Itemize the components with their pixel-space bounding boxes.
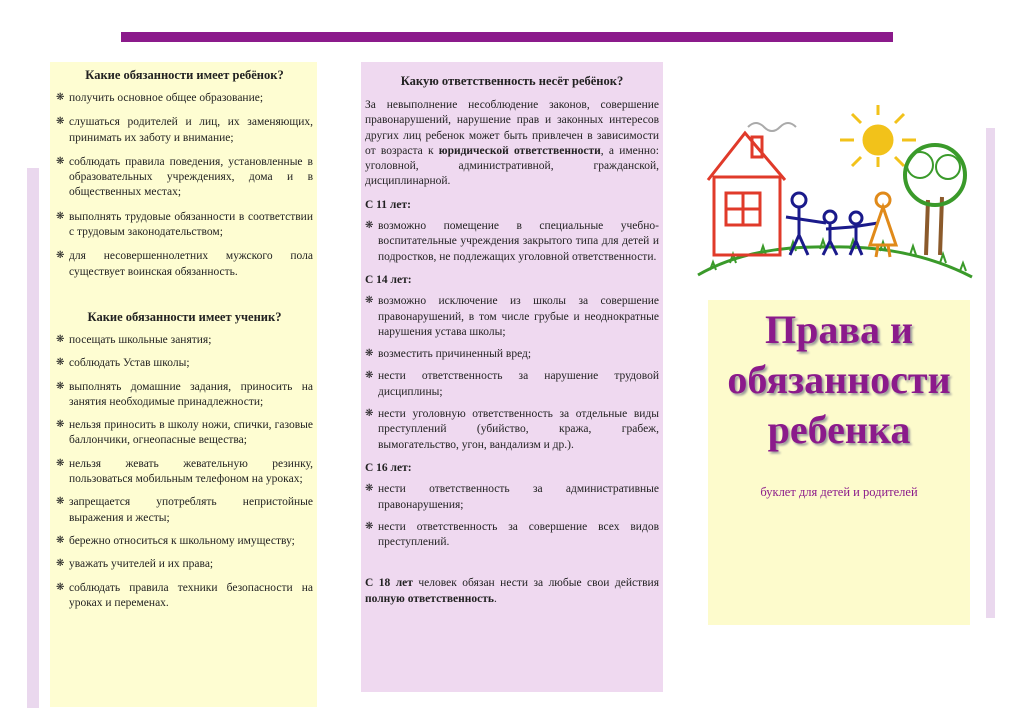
- list-item: ❋ нести ответственность за административные правонарушения;: [365, 483, 659, 511]
- age-14-list: [365, 294, 659, 453]
- age-11-label: С 11 лет:: [365, 198, 411, 211]
- bullet-icon: ❋: [365, 220, 374, 232]
- list-item: ❋ нести ответственность за нарушение трудовой дисциплины;: [365, 370, 659, 398]
- bullet-icon: ❋: [365, 408, 374, 420]
- title-line-1: Права и: [764, 307, 913, 352]
- list-item: ❋ для несовершеннолетних мужского пола существует воинская обязанность.: [56, 250, 313, 278]
- cover-panel: [708, 300, 970, 625]
- bullet-icon: ❋: [56, 496, 65, 508]
- bullet-icon: ❋: [56, 457, 65, 469]
- duties-column: [50, 62, 317, 707]
- list-item: ❋ запрещается употреблять непристойные выражения и жесты;: [56, 496, 313, 524]
- age-16-list: [365, 482, 659, 550]
- list-item: ❋ уважать учителей и их права;: [56, 558, 214, 571]
- tree-drawing: [905, 145, 965, 255]
- bullet-icon: ❋: [56, 116, 65, 128]
- list-item: ❋ соблюдать правила техники безопасности на уроках и переменах.: [56, 581, 313, 609]
- family-house-drawing: [690, 105, 980, 285]
- title-line-3: ребенка: [767, 407, 911, 452]
- student-duties-heading: Какие обязанности имеет ученик?: [87, 309, 282, 324]
- bullet-icon: ❋: [365, 370, 374, 382]
- bullet-icon: ❋: [365, 483, 374, 495]
- sun-drawing: [840, 105, 916, 167]
- bullet-icon: ❋: [365, 520, 374, 532]
- bullet-icon: ❋: [56, 419, 65, 431]
- child-duties-list: [56, 91, 313, 280]
- list-item: ❋ нести уголовную ответственность за отдельные виды преступлений (убийство, кража, грабеж, вымогательство, угон, вандализм и др.).: [365, 408, 659, 451]
- age-14-label: С 14 лет:: [365, 273, 412, 286]
- list-item: ❋ возможно помещение в специальные учебно-воспитательные учреждения закрытого типа для детей и подростков, не подлежащих уголовной ответственности.: [365, 220, 659, 263]
- bullet-icon: ❋: [56, 581, 65, 593]
- list-item: ❋ нельзя приносить в школу ножи, спички, газовые баллончики, огнеопасные вещества;: [56, 419, 313, 447]
- right-side-stripe: [986, 128, 995, 618]
- bullet-icon: ❋: [56, 92, 65, 103]
- bullet-icon: ❋: [56, 534, 65, 546]
- list-item: ❋ соблюдать Устав школы;: [56, 357, 190, 370]
- child-duties-heading: Какие обязанности имеет ребёнок?: [85, 68, 284, 82]
- top-accent-bar: [121, 32, 893, 42]
- left-side-stripe: [27, 168, 39, 708]
- bullet-icon: ❋: [56, 250, 65, 262]
- list-item: ❋ посещать школьные занятия;: [56, 333, 212, 346]
- list-item: ❋ слушаться родителей и лиц, их заменяющих, принимать их заботу и внимание;: [56, 116, 313, 144]
- bullet-icon: ❋: [56, 210, 65, 222]
- bullet-icon: ❋: [365, 295, 374, 307]
- smoke-drawing: [748, 123, 796, 131]
- booklet-subtitle: буклет для детей и родителей: [760, 485, 918, 499]
- bullet-icon: ❋: [56, 333, 65, 345]
- list-item: ❋ выполнять трудовые обязанности в соответствии с трудовым законодательством;: [56, 210, 313, 239]
- bullet-icon: ❋: [56, 380, 65, 392]
- age-16-label: С 16 лет:: [365, 461, 412, 474]
- list-item: ❋ выполнять домашние задания, приносить на занятия необходимые принадлежности;: [56, 380, 313, 408]
- house-drawing: [708, 133, 785, 255]
- responsibility-intro: За невыполнение несоблюдение законов, совершение правонарушений, нарушение прав и законных интересов других лиц ребенок может быть привлечен в зависимости от возраста к юридической ответственности, а именно: уголовной, административной, гражданской, дисциплинарной.: [365, 99, 659, 188]
- family-drawing: [786, 193, 878, 255]
- responsibility-column: [361, 62, 663, 692]
- age-11-list: [365, 219, 659, 265]
- list-item: ❋ возместить причиненный вред;: [365, 348, 532, 361]
- list-item: ❋ нести ответственность за совершение всех видов преступлений.: [365, 520, 659, 549]
- bullet-icon: ❋: [56, 558, 65, 570]
- list-item: ❋ бережно относиться к школьному имуществу;: [56, 534, 295, 547]
- bullet-icon: ❋: [56, 357, 65, 369]
- list-item: ❋ соблюдать правила поведения, установленные в образовательных учреждениях, дома и в общественных местах;: [56, 155, 313, 199]
- bullet-icon: ❋: [365, 348, 374, 360]
- age-18-note: С 18 лет человек обязан нести за любые свои действия полную ответственность.: [365, 577, 659, 605]
- list-item: ❋ получить основное общее образование;: [56, 92, 264, 104]
- list-item: ❋ нельзя жевать жевательную резинку, пользоваться мобильным телефоном на уроках;: [56, 457, 313, 486]
- student-duties-list: [56, 333, 313, 611]
- responsibility-heading: Какую ответственность несёт ребёнок?: [400, 74, 624, 88]
- title-line-2: обязанности: [727, 357, 951, 402]
- list-item: ❋ возможно исключение из школы за совершение правонарушений, в том числе грубые и неоднократные нарушения устава школы;: [365, 295, 659, 338]
- bullet-icon: ❋: [56, 155, 65, 167]
